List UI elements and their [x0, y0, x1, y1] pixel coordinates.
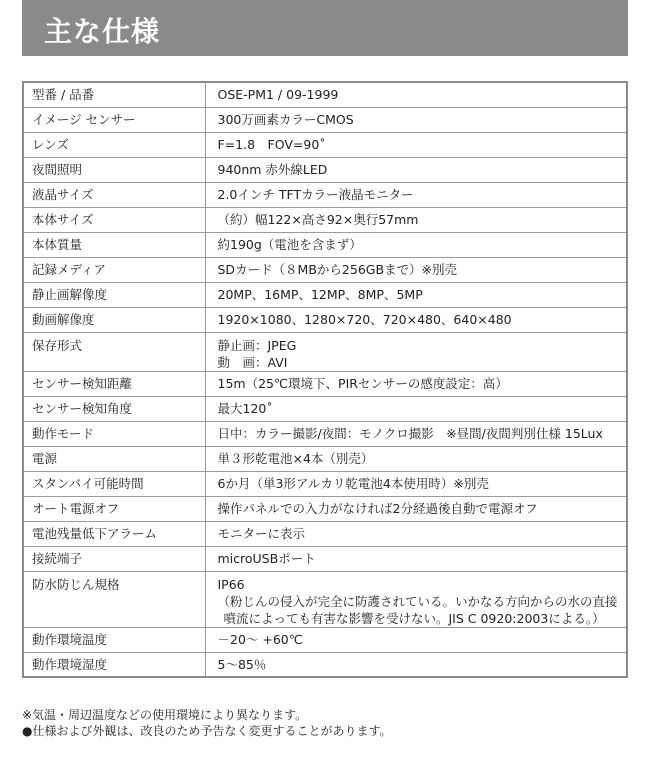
spec-value	[205, 446, 627, 471]
spec-row	[23, 257, 627, 282]
spec-value	[205, 82, 627, 107]
spec-value	[205, 396, 627, 421]
spec-label: 動作環境湿度	[23, 652, 205, 677]
spec-row	[23, 157, 627, 182]
spec-value	[205, 132, 627, 157]
spec-row	[23, 132, 627, 157]
spec-value-line: 静止画：JPEG	[217, 337, 297, 353]
spec-value	[205, 521, 627, 546]
spec-label: 防水防じん規格	[23, 571, 205, 627]
spec-label: 動作モード	[23, 421, 205, 446]
spec-value	[205, 371, 627, 396]
spec-value-line: 2.0インチ TFTカラー液晶モニター	[217, 187, 414, 202]
spec-row	[23, 471, 627, 496]
spec-value-line: （約）幅122×高さ92×奥行57mm	[217, 212, 419, 227]
spec-label: 液晶サイズ	[23, 182, 205, 207]
spec-row	[23, 282, 627, 307]
spec-value	[205, 421, 627, 446]
footnotes	[22, 707, 392, 739]
page-title: 主な仕様	[44, 15, 161, 48]
spec-row	[23, 332, 627, 371]
spec-value	[205, 207, 627, 232]
spec-row	[23, 232, 627, 257]
spec-value	[205, 652, 627, 677]
spec-value-line: 動 画：AVI	[217, 354, 288, 370]
spec-value-line: 噴流によっても有害な影響を受けない。JIS C 0920:2003による。）	[223, 610, 605, 626]
spec-value	[205, 182, 627, 207]
spec-row	[23, 307, 627, 332]
spec-value-line: F=1.8 FOV=90˚	[217, 137, 326, 152]
spec-table	[22, 81, 628, 678]
spec-value	[205, 571, 627, 627]
spec-label: レンズ	[23, 132, 205, 157]
spec-label: イメージ センサー	[23, 107, 205, 132]
footnote-env: ※気温・周辺温度などの使用環境により異なります。	[22, 708, 308, 722]
spec-value-line: （粉じんの侵入が完全に防護されている。いかなる方向からの水の直接	[217, 593, 618, 609]
spec-value-line: IP66	[217, 576, 245, 592]
spec-value	[205, 307, 627, 332]
spec-value	[205, 282, 627, 307]
spec-row	[23, 396, 627, 421]
spec-label: 保存形式	[23, 332, 205, 371]
spec-label: 接続端子	[23, 546, 205, 571]
spec-row	[23, 207, 627, 232]
spec-value	[205, 332, 627, 371]
spec-label: 記録メディア	[23, 257, 205, 282]
spec-value	[205, 627, 627, 652]
spec-label: センサー検知角度	[23, 396, 205, 421]
spec-value-line: 単３形乾電池×4本（別売）	[217, 451, 374, 466]
spec-value-line: 940nm 赤外線LED	[217, 162, 328, 177]
spec-value-line: 約190g（電池を含まず）	[217, 237, 362, 252]
spec-value-line: 最大120˚	[217, 401, 273, 416]
spec-row	[23, 571, 627, 627]
spec-label: 電源	[23, 446, 205, 471]
spec-label: 本体質量	[23, 232, 205, 257]
spec-value	[205, 546, 627, 571]
spec-value-line: 6か月（単3形アルカリ乾電池4本使用時）※別売	[217, 476, 489, 491]
spec-label: 型番 / 品番	[23, 82, 205, 107]
spec-value-line: 20MP、16MP、12MP、8MP、5MP	[217, 287, 423, 302]
spec-label: センサー検知距離	[23, 371, 205, 396]
spec-row	[23, 107, 627, 132]
spec-row	[23, 627, 627, 652]
spec-label: オート電源オフ	[23, 496, 205, 521]
spec-value	[205, 496, 627, 521]
spec-value-line: モニターに表示	[217, 526, 306, 541]
spec-label: 電池残量低下アラーム	[23, 521, 205, 546]
spec-row	[23, 82, 627, 107]
spec-label: 静止画解像度	[23, 282, 205, 307]
spec-row	[23, 182, 627, 207]
spec-value-line: 操作パネルでの入力がなければ2分経過後自動で電源オフ	[217, 501, 538, 516]
spec-value	[205, 232, 627, 257]
spec-row	[23, 521, 627, 546]
spec-value	[205, 257, 627, 282]
spec-value	[205, 157, 627, 182]
title-banner	[22, 0, 628, 56]
spec-value-line: microUSBポート	[217, 551, 316, 566]
spec-label: 動作環境温度	[23, 627, 205, 652]
spec-value-line: －20～ +60℃	[217, 632, 303, 647]
spec-value-line: 300万画素カラーCMOS	[217, 112, 354, 127]
spec-label: 動画解像度	[23, 307, 205, 332]
spec-value-line: 5～85％	[217, 656, 267, 672]
spec-value	[205, 471, 627, 496]
spec-row	[23, 371, 627, 396]
footnote-change: ●仕様および外観は、改良のため予告なく変更することがあります。	[22, 724, 392, 738]
spec-label: スタンバイ可能時間	[23, 471, 205, 496]
spec-value-line: 15m（25℃環境下、PIRセンサーの感度設定：高）	[217, 376, 508, 391]
spec-value-line: 日中：カラー撮影/夜間：モノクロ撮影 ※昼間/夜間判別仕様 15Lux	[217, 426, 603, 441]
spec-row	[23, 421, 627, 446]
spec-row	[23, 546, 627, 571]
spec-value-line: OSE-PM1 / 09-1999	[217, 87, 339, 103]
spec-row	[23, 446, 627, 471]
spec-label: 本体サイズ	[23, 207, 205, 232]
spec-value-line: 1920×1080、1280×720、720×480、640×480	[217, 312, 512, 327]
spec-row	[23, 652, 627, 677]
spec-row	[23, 496, 627, 521]
spec-value-line: SDカード（８MBから256GBまで）※別売	[217, 262, 458, 277]
spec-value	[205, 107, 627, 132]
spec-label: 夜間照明	[23, 157, 205, 182]
